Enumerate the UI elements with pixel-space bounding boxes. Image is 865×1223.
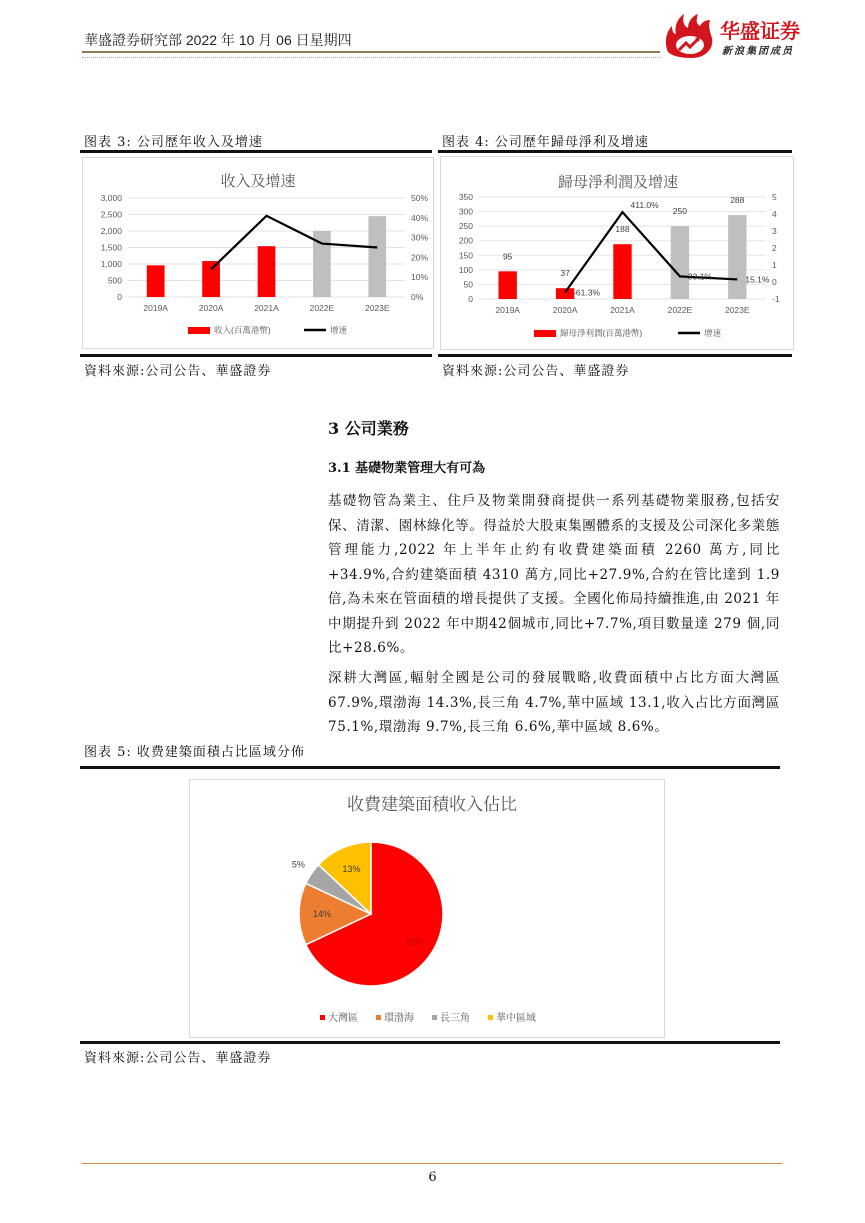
legend-label: 長三角: [440, 1013, 470, 1024]
bar: [368, 216, 386, 297]
y-left-tick-label: 150: [458, 250, 473, 261]
line-data-label: 33.1%: [687, 271, 713, 282]
fig4-top-rule: [438, 150, 792, 153]
fig5-caption: 图表 5: 收费建築面積占比區域分佈: [84, 745, 305, 760]
header-divider: [82, 51, 660, 53]
bar: [556, 288, 574, 299]
flame-logo-icon: [662, 12, 718, 60]
profit-chart-svg: [441, 157, 793, 349]
pie-data-label: 13%: [342, 864, 361, 875]
y-right-tick-label: 4: [772, 209, 777, 219]
bar: [671, 226, 689, 299]
logo-name: 华盛证券: [720, 19, 800, 43]
legend-swatch: [320, 1015, 325, 1020]
chart-title: 收入及增速: [220, 173, 296, 190]
fig5-bottom-rule: [80, 1041, 780, 1044]
legend-label: 大灣區: [328, 1013, 358, 1024]
x-tick-label: 2021A: [610, 305, 635, 315]
y-right-tick-label: 3: [772, 226, 777, 236]
fig5-source: 資料來源:公司公告、華盛證券: [84, 1051, 272, 1066]
y-left-tick-label: 2,500: [100, 209, 122, 220]
bar: [613, 244, 631, 299]
region-pie-chart-svg: [190, 780, 664, 1037]
y-right-tick-label: 10%: [411, 272, 429, 283]
line-data-label: 411.0%: [630, 200, 659, 211]
fig4-caption: 图表 4: 公司歷年歸母淨利及增速: [442, 135, 649, 150]
legend-label: 環渤海: [384, 1013, 414, 1024]
y-left-tick-label: 500: [107, 275, 122, 286]
header-title: 華盛證券研究部 2022 年 10 月 06 日星期四: [84, 32, 352, 48]
y-right-tick-label: 30%: [411, 232, 429, 243]
fig4-chart: [440, 156, 794, 350]
bar-data-label: 288: [730, 195, 745, 206]
legend-line-label: 增速: [704, 328, 722, 338]
y-left-tick-label: 350: [458, 192, 473, 202]
paragraph-1: 基礎物管為業主、住戶及物業開發商提供一系列基礎物業服務,包括安保、清潔、園林綠化等。得益於大股東集團體系的支援及公司深化多業態管理能力,2022 年上半年止約有收費建築面積 2260 萬方,同比+34.9%,合約建築面積 4310 萬方,同比+27.9%,合約在管比達到 1.9 倍,為未來在管面積的增長提供了支援。全國化佈局持續推進,由 2021 年中期提升到 2022 年中期42個城市,同比+7.7%,項目數量達 279 個,同比+28.6%。: [328, 493, 780, 656]
y-left-tick-label: 0: [117, 292, 122, 302]
section-subheading: 3.1 基礎物業管理大有可為: [328, 461, 486, 476]
bar-data-label: 95: [502, 251, 513, 262]
x-tick-label: 2022E: [667, 305, 693, 315]
fig3-chart: [82, 157, 434, 349]
fig3-source: 資料來源:公司公告、華盛證券: [84, 364, 272, 379]
legend-label: 華中區域: [496, 1013, 536, 1024]
y-left-tick-label: 300: [458, 206, 473, 217]
x-tick-label: 2020A: [198, 303, 224, 313]
footer-divider: [82, 1163, 782, 1164]
x-tick-label: 2020A: [552, 305, 578, 315]
growth-line: [211, 216, 377, 269]
y-left-tick-label: 250: [458, 221, 473, 232]
fig4-source: 資料來源:公司公告、華盛證券: [442, 364, 630, 379]
header-dotted-divider: [82, 57, 660, 58]
x-tick-label: 2023E: [365, 303, 390, 313]
chart-title: 收費建築面積收入佔比: [347, 795, 517, 814]
page-number: 6: [428, 1170, 437, 1185]
legend-swatch: [432, 1015, 437, 1020]
legend-swatch: [376, 1015, 381, 1020]
fig3-bottom-rule: [80, 354, 432, 357]
bar: [258, 246, 276, 297]
y-right-tick-label: 2: [772, 243, 777, 253]
y-left-tick-label: 200: [458, 235, 473, 246]
line-data-label: -61.3%: [573, 287, 601, 298]
legend-bar-swatch: [188, 327, 210, 334]
legend-swatch: [488, 1015, 493, 1020]
line-data-label: 15.1%: [745, 274, 770, 285]
fig4-bottom-rule: [438, 354, 792, 357]
logo-subtitle: 新浪集团成员: [722, 46, 794, 57]
pie-data-label: 5%: [291, 859, 305, 870]
x-tick-label: 2023E: [725, 305, 750, 315]
x-tick-label: 2019A: [143, 303, 168, 313]
company-logo: [662, 12, 822, 60]
y-right-tick-label: 50%: [411, 193, 429, 203]
y-left-tick-label: 1,500: [100, 242, 122, 253]
y-right-tick-label: -1: [772, 294, 780, 304]
y-left-tick-label: 0: [468, 294, 473, 304]
legend-bar-swatch: [534, 330, 556, 337]
bar: [147, 265, 165, 297]
y-left-tick-label: 50: [463, 279, 473, 290]
y-right-tick-label: 0: [772, 277, 777, 287]
bar: [202, 261, 220, 297]
y-right-tick-label: 5: [772, 192, 777, 202]
section-heading: 3 公司業務: [328, 419, 409, 438]
legend-bar-label: 歸母淨利潤(百萬港幣): [560, 328, 643, 338]
bar: [499, 271, 517, 299]
fig5-chart: [189, 779, 665, 1038]
fig3-top-rule: [80, 150, 432, 153]
y-right-tick-label: 1: [772, 260, 777, 270]
bar-data-label: 250: [672, 206, 687, 217]
paragraph-2: 深耕大灣區,輻射全國是公司的發展戰略,收費面積中占比方面大灣區 67.9%,環渤海 14.3%,長三角 4.7%,華中區域 13.1,收入占比方面灣區 75.1%,環渤海 9.7%,長三角 6.6%,華中區域 8.6%。: [328, 670, 780, 735]
pie-data-label: 14%: [313, 909, 332, 919]
bar: [728, 215, 746, 299]
x-tick-label: 2019A: [495, 305, 520, 315]
bar-data-label: 37: [560, 268, 570, 279]
legend-line-label: 增速: [330, 325, 348, 335]
fig5-top-rule: [80, 766, 780, 769]
pie-data-label: 68%: [405, 936, 424, 947]
revenue-chart-svg: [83, 158, 433, 348]
legend-bar-label: 收入(百萬港幣): [214, 325, 271, 335]
fig3-caption: 图表 3: 公司歷年收入及增速: [84, 135, 263, 150]
y-left-tick-label: 3,000: [100, 193, 122, 203]
y-right-tick-label: 0%: [411, 292, 424, 302]
y-left-tick-label: 1,000: [100, 259, 122, 269]
chart-title: 歸母淨利潤及增速: [557, 174, 679, 191]
x-tick-label: 2022E: [309, 303, 335, 313]
bar-data-label: 188: [615, 224, 630, 235]
y-right-tick-label: 40%: [411, 212, 429, 223]
x-tick-label: 2021A: [254, 303, 279, 313]
y-left-tick-label: 100: [458, 264, 473, 275]
y-left-tick-label: 2,000: [100, 226, 122, 236]
y-right-tick-label: 20%: [411, 252, 429, 263]
